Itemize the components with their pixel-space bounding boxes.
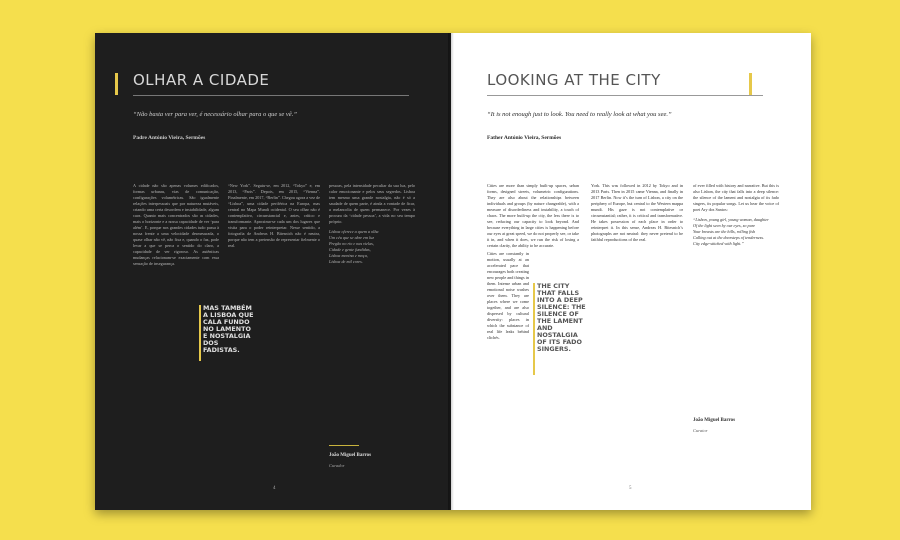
author-name: João Miguel Barros <box>693 418 736 423</box>
epigraph-attribution: Padre António Vieira, Sermões <box>133 135 206 141</box>
body-text: Cities are more than simply built-up spaces, urban forms, designed streets, volumetric configurations. They are also about the relationships between individuals and groups (by nature changeable), with a measure of disorderliness and instability, a touch of chaos. The more built-up the city, the less there is to see, reducing our capacity to look beyond. And because everything in large cities is happening before our eyes at great speed, we do not properly see, or take it in, and when it does, we run the risk of losing a certain clarity, the ability to be accurate. <box>487 183 579 248</box>
page-number: 4 <box>273 486 276 491</box>
pull-quote-bar <box>199 305 201 361</box>
poem-line: Pregão no rio e nas vielas, <box>329 241 374 246</box>
body-text: pessoas, pela intensidade peculiar da sua luz, pelo calor emocionante e pelos seus segredos. Lisboa tem mesmo uma grande nostalgia, não é só a saudade de quem parte, é ainda a vontade de ficar, a melancolia de quem permanece. Por vezes à procura da ‘cidade pessoa’, a vida no seu tempo próprio. <box>329 183 415 224</box>
author-role: Curator <box>693 428 708 433</box>
poem-line: Calling out at the doorsteps of tenderness. <box>693 235 765 240</box>
poem-block <box>329 229 415 265</box>
article-column-2 <box>228 183 320 249</box>
author-rule <box>329 445 359 446</box>
left-page <box>95 33 451 510</box>
page-number: 5 <box>629 486 632 491</box>
article-column-1 <box>487 183 579 249</box>
spine-gutter <box>448 33 454 510</box>
magazine-spread <box>95 33 811 510</box>
body-text: “New York”. Seguiu-se, em 2012, “Tokyo” e, em 2013, “Paris”. Depois, em 2015, “Vienna”. Finalmente, em 2017, “Berlin”. Chegou agora a vez de “Lisboa”, uma cidade periférica na Europa, mas central no Mapa Mundi ocidental. O seu olhar não é contemplativo, circunstancial e, antes, crítico e transformante. Aproxima-se cada um dos lugares que visita para o poder reinterpretar. Nesse sentido, a fotografia de Andreas H. Bitesnich não é neutra, porque não tem a pretensão de representar fielmente o real. <box>228 183 320 248</box>
left-page-title: OLHAR A CIDADE <box>133 71 270 89</box>
body-text: A cidade não são apenas volumes edificados, formas urbanas, vias de comunicação, configurações volumétricas. São igualmente relações interpessoais que por natureza mutáveis, criando uma certa desordem e instabilidade, algum caos. Quanto mais concentrados são as cidades, mais o horizonte e a nossa capacidade de ver ‘para além’. E, porque nos grandes cidades tudo passa à nossa frente a uma velocidade desmesurada, o quase olhar não vê, não fixa e, quando o faz, pode levar a que se perca o sentido do claro, a capacidade de ver rigoroso. As autênticas mudanças relacionam-se exactamente com essa sensação de insegurança. <box>133 183 219 266</box>
title-accent-bar <box>749 73 752 95</box>
author-name: João Miguel Barros <box>329 453 372 458</box>
article-column-2 <box>591 183 683 243</box>
title-accent-bar <box>115 73 118 95</box>
poem-line: Lisboa oferece a quem a olha <box>329 229 379 234</box>
poem-line: Um céu que se abre em luz <box>329 235 374 240</box>
poem-line: Lisboa menina e moça, <box>329 253 368 258</box>
body-text: York. This was followed in 2012 by Tokyo and in 2013 Paris. Then in 2015 came Vienna, and finally in 2017 Berlin. Now it’s the turn of Lisbon, a city on the periphery of Europe, but central to the Western mappa mundi. His gaze is not contemplative or circumstantial; rather, it is critical and transformative. He takes possession of each place in order to reinterpret it. In this sense, Andreas H. Bitesnich’s photographs are not neutral: they never pretend to be faithful reproductions of the real. <box>591 183 683 242</box>
epigraph-quote: “Não basta ver para ver, é necessário olhar para o que se vê.” <box>133 111 297 118</box>
pull-quote: THE CITY THAT FALLS INTO A DEEP SILENCE: THE SILENCE OF THE LAMENT AND NOSTALGIA OF ITS FADO SINGERS. <box>537 282 586 353</box>
poem-line: Your breasts are the hills, rolling fish <box>693 229 756 234</box>
article-column-3 <box>693 183 779 247</box>
poem-line: City edge-stitched with light.” <box>693 241 744 246</box>
author-role: Curador <box>329 463 345 468</box>
title-divider <box>133 95 409 96</box>
pull-quote: MAS TAMBÉM A LISBOA QUE CALA FUNDO NO LAMENTO E NOSTALGIA DOS FADISTAS. <box>203 304 254 354</box>
epigraph-attribution: Father António Vieira, Sermões <box>487 135 562 141</box>
epigraph-quote: “It is not enough just to look. You need to really look at what you see.” <box>487 111 672 118</box>
title-divider <box>487 95 763 96</box>
article-column-1b <box>487 251 529 341</box>
article-column-1 <box>133 183 219 267</box>
right-page <box>451 33 811 510</box>
poem-line: Cidade e gente fundidas, <box>329 247 371 252</box>
right-page-title: LOOKING AT THE CITY <box>487 71 661 89</box>
pull-quote-bar <box>533 283 535 375</box>
body-text: Cities are constantly in motion, usually at an accelerated pace that encourages both creating new people and things in them. Intense urban and emotional noise washes over them. They are places where we come together, and are also dispersed by cultural diversity: places in which the substance of real life leaks behind clichés. <box>487 251 529 340</box>
body-text: of ever filled with history and narrative. But this is also Lisbon, the city that falls into a deep silence: the silence of the lament and nostalgia of its fado singers, its popular songs. Let us hear the voice of poet Ary dos Santos: <box>693 183 779 212</box>
poem-block <box>693 217 779 247</box>
poem-line: Of the light seen by our eyes, so pure <box>693 223 756 228</box>
article-column-3 <box>329 183 415 265</box>
poem-line: Lisboa de mil cores. <box>329 259 363 264</box>
poem-line: “Lisbon, young girl, young woman, daughter <box>693 217 769 222</box>
